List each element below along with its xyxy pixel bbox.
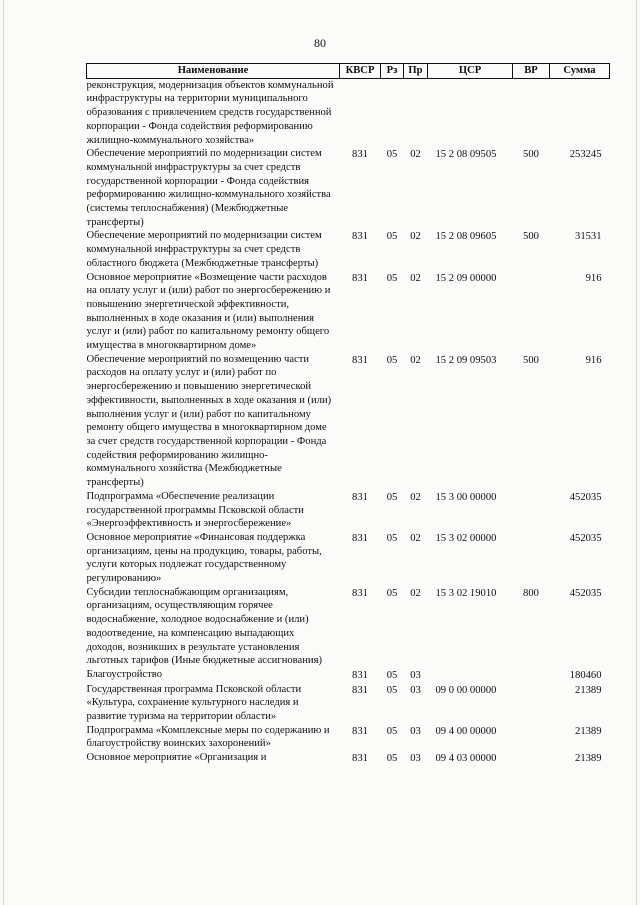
row-kvsr [340, 78, 381, 147]
row-sum: 253245 [569, 149, 602, 161]
row-name: реконструкция, модернизация объектов коммунальной инфраструктуры на территории муниципального образования с привлечением средств государственной корпорации - Фонда содействия реформированию жилищно-коммунального хозяйства» [86, 79, 334, 146]
table-row [87, 668, 610, 683]
row-vr [513, 78, 550, 147]
row-name: Обеспечение мероприятий по возмещению части расходов на оплату услуг и (или) работ по энергосбережению и повышению энергетической эффективности, выполненных в ходе оказания и (или) выполнения услуг и (или) работ по капитальному ремонту общего имущества в многоквартирном доме за счет средств государственной корпорации - Фонда содействия реформированию жилищно-коммунального хозяйства (Межбюджетные трансферты) [86, 353, 332, 489]
row-vr [513, 271, 550, 353]
scan-edge-right [636, 0, 637, 905]
table-body [87, 78, 610, 766]
row-sum: 180460 [569, 669, 602, 681]
row-pr: 02 [410, 231, 421, 243]
row-rz [381, 78, 404, 147]
row-vr: 500 [523, 149, 539, 161]
row-name: Субсидии теплоснабжающим организациям, организациям, осуществляющим горячее водоснабжение, холодное водоснабжение и (или) водоотведение, на компенсацию выпадающих доходов, возникших в результате установления льготных тарифов (Иные бюджетные ассигнования) [86, 586, 322, 667]
row-kvsr: 831 [352, 272, 368, 284]
row-csr [428, 668, 513, 683]
row-pr: 02 [410, 587, 421, 599]
row-csr: 15 2 08 09605 [435, 231, 497, 243]
row-rz: 05 [386, 149, 398, 161]
row-rz: 05 [386, 684, 398, 696]
row-kvsr: 831 [352, 149, 368, 161]
page-number: 80 [314, 36, 326, 50]
row-kvsr: 831 [352, 753, 368, 765]
row-pr [404, 78, 428, 147]
table-row [87, 271, 610, 353]
row-rz: 05 [386, 272, 398, 284]
row-csr: 15 2 09 00000 [435, 272, 497, 284]
row-rz: 05 [386, 354, 398, 366]
row-vr: 800 [523, 587, 539, 599]
row-kvsr: 831 [352, 684, 368, 696]
row-name: Обеспечение мероприятий по модернизации систем коммунальной инфраструктуры за счет средств государственной корпорации - Фонда содействия реформированию жилищно-коммунального хозяйства (системы теплоснабжения) (Межбюджетные трансферты) [86, 148, 331, 228]
header-rz: Рз [381, 64, 404, 79]
row-sum: 452035 [569, 587, 602, 599]
row-kvsr: 831 [352, 231, 368, 243]
header-pr: Пр [404, 64, 428, 79]
header-name: Наименование [87, 64, 340, 79]
table-row [87, 683, 610, 724]
row-vr: 500 [523, 231, 539, 243]
row-kvsr: 831 [352, 354, 368, 366]
row-sum: 916 [585, 272, 602, 284]
row-name: Основное мероприятие «Финансовая поддержка организациям, цены на продукцию, товары, работы, услуги которых подлежат государственному регулированию» [86, 531, 322, 585]
row-name: Подпрограмма «Комплексные меры по содержанию и благоустройству воинских захоронений» [86, 724, 330, 750]
row-csr: 15 3 00 00000 [435, 491, 497, 503]
row-pr: 03 [410, 753, 421, 765]
row-name: Государственная программа Псковской области «Культура, сохранение культурного наследия и развитие туризма на территории области» [86, 683, 302, 723]
row-pr: 03 [410, 684, 421, 696]
table-row [87, 751, 610, 766]
scan-edge-left [3, 0, 4, 905]
header-kvsr: КВСР [340, 64, 381, 79]
row-sum: 916 [585, 354, 602, 366]
row-name: Обеспечение мероприятий по модернизации систем коммунальной инфраструктуры за счет средств областного бюджета (Межбюджетные трансферты) [86, 230, 322, 269]
table-row [87, 147, 610, 229]
row-rz: 05 [386, 753, 398, 765]
row-name: Основное мероприятие «Возмещение части расходов на оплату услуг и (или) работ по энергосбережению и повышению энергетической эффективности, выполненных в ходе оказания и (или) выполнения услуг и (или) работ по капитальному ремонту общего имущества в многоквартирном доме» [86, 271, 331, 352]
row-sum: 21389 [575, 753, 602, 765]
row-rz: 05 [386, 725, 398, 737]
table-row [87, 78, 610, 147]
table-row [87, 724, 610, 751]
row-pr: 02 [410, 491, 421, 503]
row-name: Благоустройство [86, 668, 162, 680]
budget-table [86, 63, 610, 766]
row-rz: 05 [386, 532, 398, 544]
row-sum: 452035 [569, 532, 602, 544]
row-kvsr: 831 [352, 587, 368, 599]
row-csr: 15 2 08 09505 [435, 149, 497, 161]
row-pr: 03 [410, 725, 421, 737]
row-vr [513, 531, 550, 586]
row-csr: 09 0 00 00000 [435, 684, 497, 696]
row-vr [513, 751, 550, 766]
row-sum [550, 78, 610, 147]
row-csr: 15 3 02 19010 [435, 587, 497, 599]
table-row [87, 586, 610, 668]
header-vr: ВР [513, 64, 550, 79]
row-sum: 31531 [575, 231, 602, 243]
row-kvsr: 831 [352, 725, 368, 737]
row-csr: 15 2 09 09503 [435, 354, 497, 366]
row-csr: 15 3 02 00000 [435, 532, 497, 544]
row-sum: 21389 [575, 725, 602, 737]
row-name: Подпрограмма «Обеспечение реализации государственной программы Псковской области «Энергоэффективность и энергосбережение» [86, 490, 304, 530]
table-row [87, 229, 610, 270]
row-vr [513, 724, 550, 751]
row-pr: 02 [410, 532, 421, 544]
row-kvsr: 831 [352, 532, 368, 544]
row-sum: 21389 [575, 684, 602, 696]
table-row [87, 353, 610, 490]
row-csr: 09 4 00 00000 [435, 725, 497, 737]
row-pr: 02 [410, 354, 421, 366]
row-csr: 09 4 03 00000 [435, 753, 497, 765]
table-row [87, 490, 610, 531]
row-sum: 452035 [569, 491, 602, 503]
row-vr: 500 [523, 354, 539, 366]
row-vr [513, 683, 550, 724]
row-pr: 02 [410, 149, 421, 161]
table-row [87, 531, 610, 586]
row-rz: 05 [386, 669, 398, 681]
header-csr: ЦСР [428, 64, 513, 79]
row-vr [513, 668, 550, 683]
row-name: Основное мероприятие «Организация и [86, 752, 267, 764]
row-rz: 05 [386, 231, 398, 243]
row-csr [428, 78, 513, 147]
row-kvsr: 831 [352, 669, 368, 681]
row-rz: 05 [386, 491, 398, 503]
row-kvsr: 831 [352, 491, 368, 503]
row-pr: 02 [410, 272, 421, 284]
header-sum: Сумма [550, 64, 610, 79]
table-header [87, 64, 610, 79]
row-pr: 03 [410, 669, 421, 681]
row-vr [513, 490, 550, 531]
row-rz: 05 [386, 587, 398, 599]
